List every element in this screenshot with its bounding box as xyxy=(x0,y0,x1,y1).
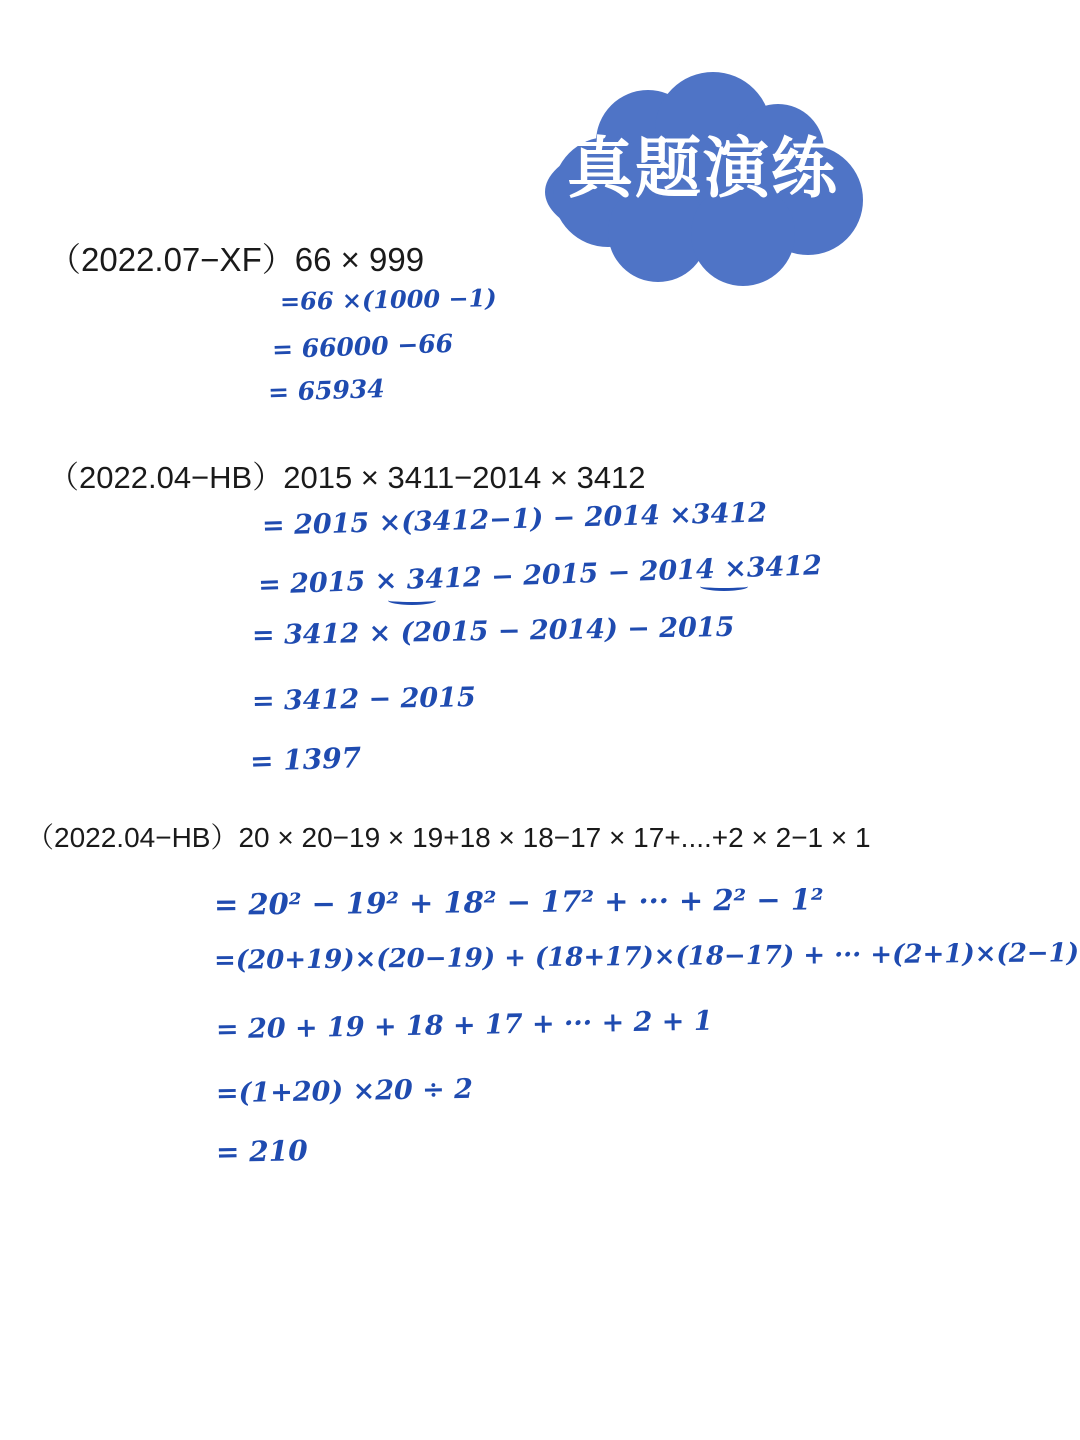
problem-2-step-4: = 3412 − 2015 xyxy=(251,682,477,717)
problem-1-heading: （2022.07−XF）66 × 999 xyxy=(48,241,425,278)
problem-1-step-1: =66 ×(1000 −1) xyxy=(279,283,497,316)
problem-3-heading: （2022.04−HB）20 × 20−19 × 19+18 × 18−17 × 17+....+2 × 2−1 × 1 xyxy=(26,822,871,853)
problem-2-step-5: = 1397 xyxy=(249,741,362,778)
underline-mark-2 xyxy=(700,582,748,591)
problem-1-step-3: = 65934 xyxy=(267,373,386,408)
problem-3-step-2: =(20+19)×(20−19) + (18+17)×(18−17) + ··· +(2+1)×(2−1) xyxy=(213,938,1080,976)
problem-2-heading: （2022.04−HB）2015 × 3411−2014 × 3412 xyxy=(48,460,646,495)
problem-2-step-2: = 2015 × 3412 − 2015 − 2014 ×3412 xyxy=(257,550,823,601)
badge-title: 真题演练 xyxy=(567,130,839,207)
problem-1-step-2: = 66000 −66 xyxy=(271,328,454,365)
problem-3-step-1: = 20² − 19² + 18² − 17² + ··· + 2² − 1² xyxy=(213,882,824,922)
problem-3-step-4: =(1+20) ×20 ÷ 2 xyxy=(215,1073,474,1110)
title-badge xyxy=(538,72,868,292)
problem-2-step-1: = 2015 ×(3412−1) − 2014 ×3412 xyxy=(261,497,768,542)
problem-3-step-5: = 210 xyxy=(215,1134,308,1169)
problem-3-step-3: = 20 + 19 + 18 + 17 + ··· + 2 + 1 xyxy=(215,1005,713,1046)
underline-mark-1 xyxy=(388,596,436,605)
problem-2-step-3: = 3412 × (2015 − 2014) − 2015 xyxy=(251,611,735,652)
